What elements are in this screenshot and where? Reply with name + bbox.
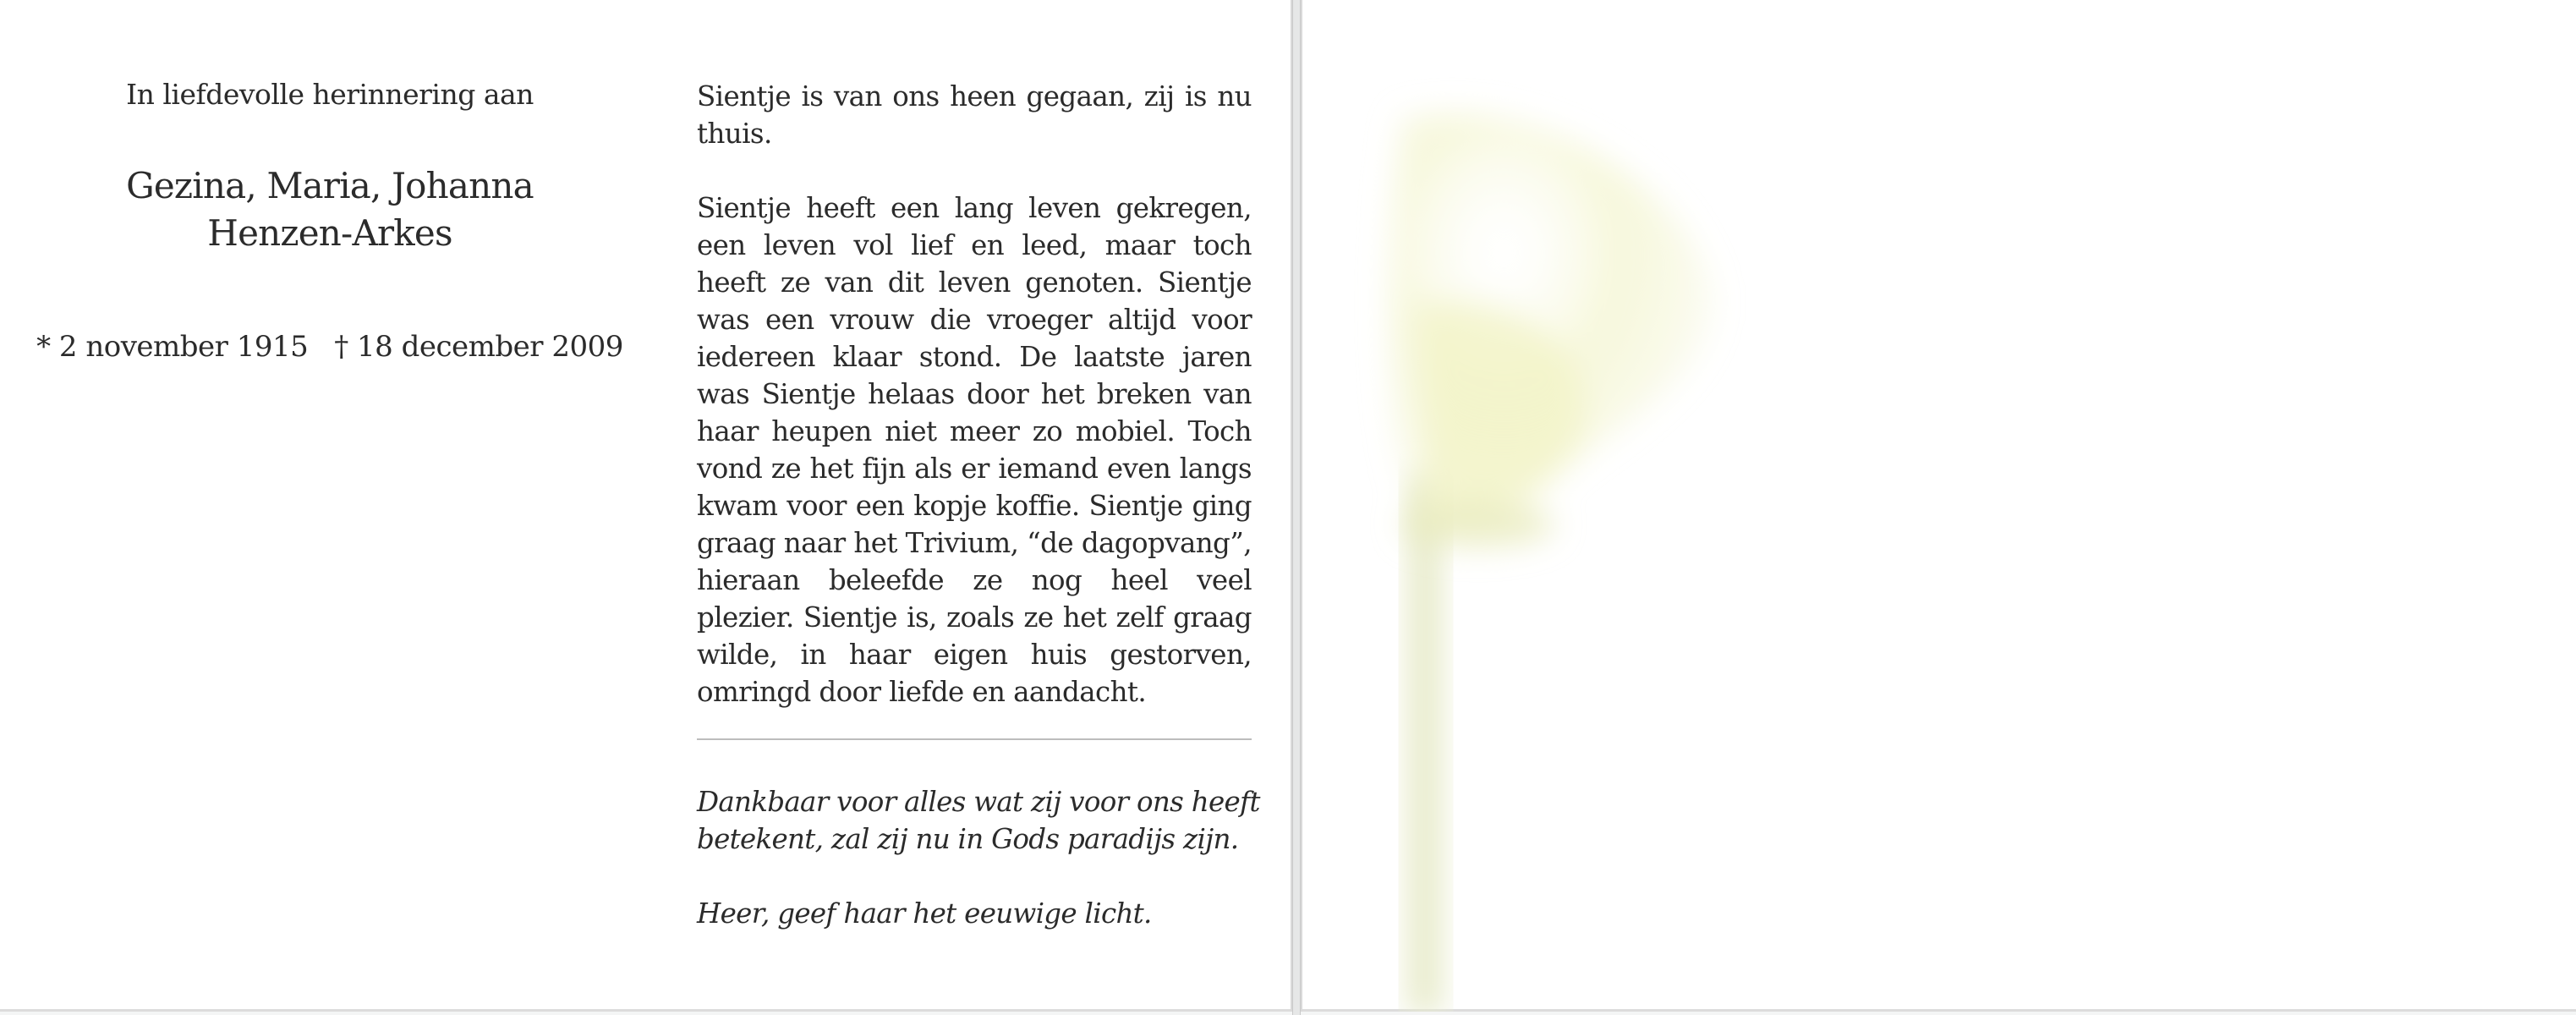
card-fold xyxy=(1292,0,1301,1015)
closing-line: Dankbaar voor alles wat zij voor ons heeft betekent, zal zij nu in Gods paradijs zijn. xyxy=(697,786,1260,855)
rose-stem xyxy=(1406,474,1445,1012)
name-surname: Henzen-Arkes xyxy=(207,212,452,254)
rose-bloom xyxy=(1390,113,1714,546)
name-first-names: Gezina, Maria, Johanna xyxy=(126,165,534,206)
life-dates xyxy=(17,330,643,364)
card-cover-panel xyxy=(1301,0,2576,1012)
intro-text: In liefdevolle herinnering aan xyxy=(126,78,534,111)
deceased-name xyxy=(34,162,626,257)
birth-date: * 2 november 1915 xyxy=(36,330,309,364)
death-date: † 18 december 2009 xyxy=(334,330,623,364)
white-rose-image xyxy=(1301,0,2576,1012)
closing-line: Heer, geef haar het eeuwige licht. xyxy=(697,897,1152,930)
divider-line xyxy=(697,738,1252,740)
story-paragraph: Sientje heeft een lang leven gekregen, een leven vol lief en leed, maar toch heeft ze van dit leven genoten. Sientje was een vrouw die vroeger altijd voor iedereen klaar stond. De laatste jaren was Sientje helaas door het breken van haar heupen niet meer zo mobiel. Toch vond ze het fijn als er iemand even langs kwam voor een kopje koffie. Sientje ging graag naar het Trivium, “de dagopvang”, hieraan beleefde ze nog heel veel plezier. Sientje is, zoals ze het zelf graag wilde, in haar eigen huis gestorven, omringd door liefde en aandacht. xyxy=(697,192,1252,708)
life-story xyxy=(697,78,1252,748)
closing-prayer xyxy=(697,783,1263,969)
story-paragraph: Sientje is van ons heen gegaan, zij is nu thuis. xyxy=(697,80,1252,150)
